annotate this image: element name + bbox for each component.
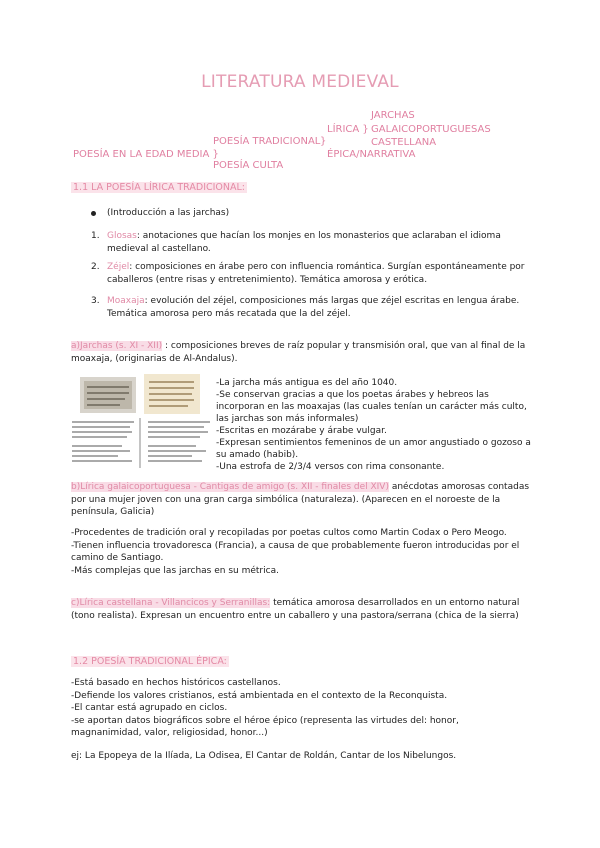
term-zejel: Zéjel <box>107 262 130 272</box>
list-num-2: 2. <box>91 262 100 272</box>
heading-jarchas: a)Jarchas (s. XI - XII) <box>71 341 163 351</box>
manuscript-image-2 <box>144 374 200 414</box>
term-glosas: Glosas <box>107 231 137 241</box>
term-moaxaja: Moaxaja <box>107 296 145 306</box>
epica-point: -Está basado en hechos históricos castellanos. <box>71 678 281 688</box>
paragraph-galaico <box>71 481 533 519</box>
galaico-point: -Procedentes de tradición oral y recopiladas por poetas cultos como Martin Codax o Pero Meogo. <box>71 528 507 538</box>
intro-jarchas: (Introducción a las jarchas) <box>107 208 230 218</box>
list-item-zejel <box>107 261 532 286</box>
jarchas-point: -Una estrofa de 2/3/4 versos con rima consonante. <box>216 462 445 472</box>
galaico-points <box>71 527 531 577</box>
paragraph-jarchas <box>71 340 531 365</box>
text-jarchas: : composiciones breves de raíz popular y transmisión oral, que van al final de la moaxaja, (originarias de Al-Andalus). <box>71 341 526 364</box>
section-heading-lirica: 1.1 LA POESÍA LÍRICA TRADICIONAL: <box>73 182 246 193</box>
jarchas-points <box>216 377 534 473</box>
section-heading-epica: 1.2 POESÍA TRADICIONAL ÉPICA: <box>73 656 227 667</box>
epica-point: -se aportan datos biográficos sobre el héroe épico (representa las virtudes del: honor, magnanimidad, valor, religiosidad, honor...) <box>71 715 459 738</box>
jarchas-point: -Se conservan gracias a que los poetas árabes y hebreos las incorporan en las moaxajas (las cuales tenían un carácter más culto, las jarchas son más informales) <box>216 390 527 424</box>
manuscript-image-1 <box>80 377 136 413</box>
scheme-brace: } <box>320 136 327 147</box>
galaico-point: -Tienen influencia trovadoresca (Francia), a causa de que probablemente fueron introducidas por el camino de Santiago. <box>71 540 520 563</box>
text-moaxaja: : evolución del zéjel, composiciones más largas que zéjel escritas en lengua árabe. Temática amorosa pero más recatada que la del zéjel. <box>107 296 520 319</box>
text-zejel: : composiciones en árabe pero con influencia romántica. Surgían espontáneamente por caballeros (entre risas y entretenimiento). Temática amorosa y erótica. <box>107 262 525 285</box>
text-glosas: : anotaciones que hacían los monjes en los monasterios que aclaraban el idioma medieval al castellano. <box>107 231 501 254</box>
jarchas-point: -Expresan sentimientos femeninos de un amor angustiado o gozoso a su amado (habib). <box>216 438 531 460</box>
page-title: LITERATURA MEDIEVAL <box>201 72 399 92</box>
scheme-epica: ÉPICA/NARRATIVA <box>327 149 416 160</box>
manuscript-text-image <box>72 418 212 468</box>
galaico-point: -Más complejas que las jarchas en su métrica. <box>71 565 279 576</box>
scheme-culta: POESÍA CULTA <box>213 160 284 171</box>
scheme-root: POESÍA EN LA EDAD MEDIA } <box>73 149 219 160</box>
bullet-icon <box>91 211 96 216</box>
scheme-castellana: CASTELLANA <box>371 137 437 148</box>
paragraph-castellana <box>71 597 533 622</box>
epica-example: ej: La Epopeya de la Ilíada, La Odisea, El Cantar de Roldán, Cantar de los Nibelungos. <box>71 751 457 761</box>
scheme-galaico: GALAICOPORTUGUESAS <box>371 124 491 135</box>
heading-castellana: c)Lírica castellana - Villancicos y Serranillas: <box>71 598 271 608</box>
scheme-tradicional: POESÍA TRADICIONAL <box>213 136 321 147</box>
text-castellana: temática amorosa desarrollados en un entorno natural (tono realista). Expresan un encuentro entre un caballero y una pastora/serrana (chica de la sierra) <box>71 598 520 621</box>
scheme-lirica: LÍRICA } <box>327 124 369 135</box>
list-item-glosas <box>107 230 527 255</box>
list-num-1: 1. <box>91 231 100 241</box>
scheme-jarchas: JARCHAS <box>371 110 415 121</box>
list-num-3: 3. <box>91 296 100 306</box>
jarchas-point: -La jarcha más antigua es del año 1040. <box>216 378 398 388</box>
jarchas-point: -Escritas en mozárabe y árabe vulgar. <box>216 426 387 436</box>
epica-point: -Defiende los valores cristianos, está ambientada en el contexto de la Reconquista. <box>71 690 448 701</box>
text-galaico: anécdotas amorosas contadas por una mujer joven con una gran carga simbólica (naturaleza). (Aparecen en el noroeste de la península, Galicia) <box>71 482 530 517</box>
heading-galaico: b)Lírica galaicoportuguesa - Cantigas de amigo (s. XII - finales del XIV) <box>71 482 389 492</box>
epica-points <box>71 677 531 740</box>
list-item-moaxaja <box>107 295 522 320</box>
epica-point: -El cantar está agrupado en ciclos. <box>71 703 228 713</box>
